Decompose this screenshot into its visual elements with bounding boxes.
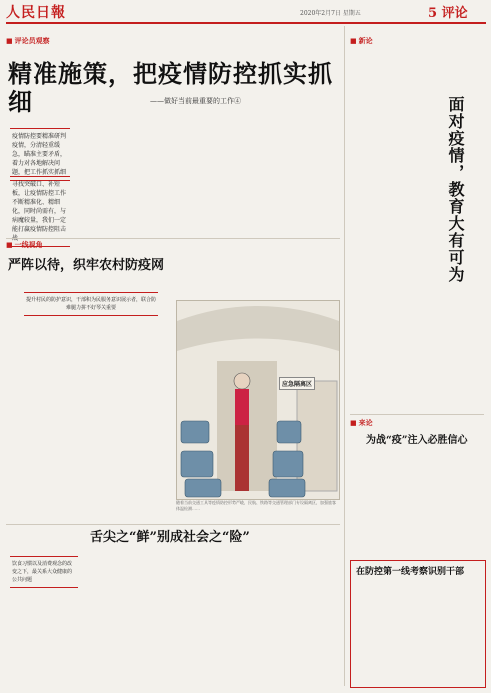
rural-body-col-1 (8, 328, 86, 512)
section-tag: ■ 来论 (350, 418, 373, 428)
xinlun-body-col-2 (350, 290, 484, 410)
section-tag: ■ 评论员观察 (6, 36, 50, 46)
main-body-col-1 (72, 114, 154, 234)
fresh-pull-quote: 饮食习惯以及消费观念的改变之下，最关系大众健康的公共问题 (10, 556, 78, 588)
fresh-body-col-2 (94, 556, 174, 686)
boxed-article-body (356, 588, 480, 680)
rural-pull-quote: 提升村民的防护意识，干部积为民服务意识展示者，联合防难腿力拼不好琴关重要 (24, 292, 158, 316)
column-divider (344, 26, 345, 686)
newspaper-logo: 人民日報 (6, 5, 66, 21)
fresh-body-col-3 (180, 556, 256, 686)
xinlun-vertical-headline: 面对疫情，教育大有可为 (446, 96, 465, 283)
fresh-body-col-4 (262, 556, 338, 686)
illustration-drawing (177, 301, 339, 499)
illustration (176, 300, 340, 500)
section-divider (350, 414, 484, 415)
section-divider (6, 238, 340, 239)
isolation-zone-sign: 应急隔离区 (279, 377, 315, 390)
section-tag: ■ 新论 (350, 36, 373, 46)
rural-body-col-2 (92, 328, 170, 512)
section-divider (6, 524, 340, 525)
section-tag: ■ 一线视角 (6, 240, 43, 250)
issue-date: 2020年2月7日 星期五 (300, 10, 361, 17)
fresh-headline: 舌尖之“鲜”别成社会之“险” (90, 530, 250, 545)
rural-headline: 严阵以待，织牢农村防疫网 (8, 258, 165, 273)
lailun-headline: 为战“疫”注入必胜信心 (366, 435, 468, 446)
main-headline: 精准施策，把疫情防控抓实抓细 (8, 59, 333, 116)
pull-quote-1: 疫情防控要精准研判疫情，分清轻重缓急，瞄准主要矛盾，着力对各地解决问题，把工作抓实抓细 (10, 128, 70, 181)
pull-quote-2: 寻找突破口、补短板，让疫情防控工作不断精准化、精细化，同时尚需有，与病魔较量，我们一定能打赢疫情防控阻击 (10, 176, 70, 247)
main-body-col-3 (252, 114, 338, 234)
xinlun-body-col-1 (350, 50, 432, 280)
main-body-col-2 (160, 114, 246, 234)
boxed-article-headline: 在防控第一线考察识别干部 (356, 567, 465, 577)
page-label: 5 评论 (428, 6, 468, 21)
lailun-body (350, 462, 484, 554)
fresh-body-col-1 (8, 600, 88, 686)
illustration-caption: 随着当前交通工具等疫情防控形势严峻，民航、铁路等交通管理部门专设隔离区，加强旅客体温检测…… (176, 500, 336, 511)
main-subtitle: ——做好当前最重要的工作④ (150, 97, 241, 105)
masthead-rule (6, 22, 486, 24)
